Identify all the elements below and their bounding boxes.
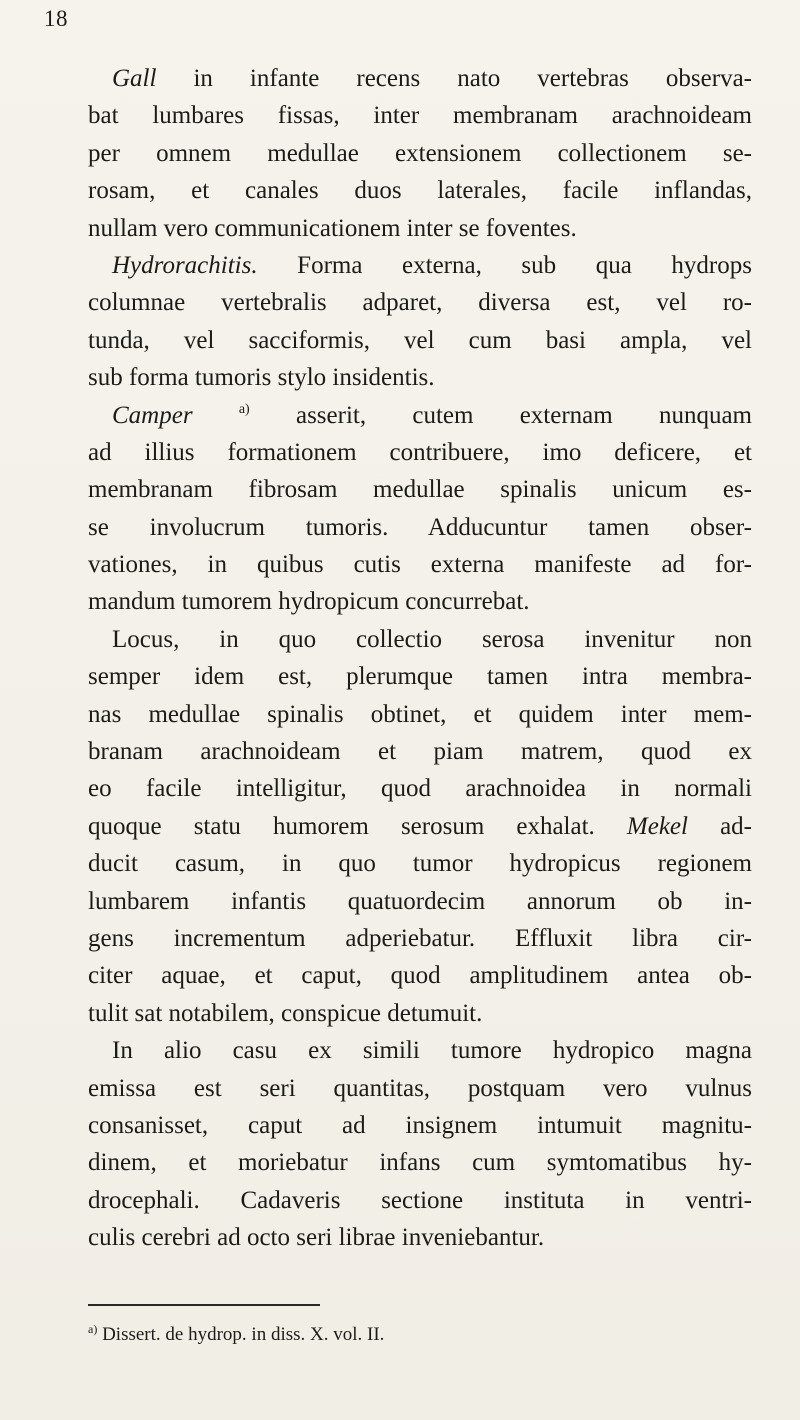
- text-run: ducit casum, in quo tumor hydropicus regionem: [88, 850, 752, 878]
- footnote-marker: a): [88, 1322, 98, 1336]
- text-run: bat lumbares fissas, inter membranam arachnoideam: [88, 102, 752, 130]
- text-run: [193, 402, 239, 429]
- text-line: [88, 621, 752, 658]
- text-run: rosam, et canales duos laterales, facile inflandas,: [88, 177, 752, 205]
- text-line: [88, 995, 752, 1032]
- text-line: [88, 583, 752, 620]
- text-line: [88, 1182, 752, 1219]
- italic-name: Mekel: [626, 812, 688, 840]
- footnote-reference: a): [238, 401, 250, 417]
- text-run: per omnem medullae extensionem collectionem se-: [88, 139, 752, 167]
- text-line: [88, 97, 752, 134]
- text-line: [88, 397, 752, 434]
- text-line: [88, 546, 752, 583]
- italic-name: Gall: [112, 65, 157, 92]
- text-run: in infante recens nato vertebras observa-: [156, 65, 752, 92]
- text-line: [88, 1219, 752, 1256]
- text-line: [88, 172, 752, 209]
- text-run: Locus, in quo collectio serosa invenitur non: [112, 625, 752, 653]
- text-run: nas medullae spinalis obtinet, et quidem inter mem-: [88, 700, 752, 728]
- text-line: [88, 359, 752, 396]
- text-run: eo facile intelligitur, quod arachnoidea in normali: [88, 775, 752, 803]
- text-run: dinem, et moriebatur infans cum symtomatibus hy-: [88, 1149, 752, 1177]
- text-line: [88, 957, 752, 994]
- text-run: vationes, in quibus cutis externa manifeste ad for-: [88, 551, 752, 579]
- body-text: [88, 60, 752, 1257]
- text-line: [88, 883, 752, 920]
- text-run: gens incrementum adperiebatur. Effluxit libra cir-: [88, 924, 752, 952]
- text-line: [88, 1032, 752, 1069]
- text-run: membranam fibrosam medullae spinalis unicum es-: [88, 476, 752, 504]
- text-run: consanisset, caput ad insignem intumuit magnitu-: [88, 1111, 752, 1139]
- text-line: [88, 322, 752, 359]
- text-run: branam arachnoideam et piam matrem, quod ex: [88, 738, 752, 766]
- text-run: tulit sat notabilem, conspicue detumuit.: [88, 999, 483, 1027]
- text-line: [88, 1070, 752, 1107]
- text-line: [88, 920, 752, 957]
- text-line: [88, 135, 752, 172]
- text-run: asserit, cutem externam nunquam: [249, 401, 753, 429]
- text-run: mandum tumorem hydropicum concurrebat.: [88, 588, 530, 616]
- text-line: [88, 1107, 752, 1144]
- footnote-divider: [88, 1304, 320, 1306]
- text-run: emissa est seri quantitas, postquam vero vulnus: [88, 1074, 752, 1102]
- text-line: [88, 845, 752, 882]
- text-line: [88, 60, 752, 97]
- text-run: lumbarem infantis quatuordecim annorum ob in-: [88, 887, 752, 915]
- text-run: drocephali. Cadaveris sectione instituta in ventri-: [88, 1186, 752, 1214]
- footnote: [88, 1324, 384, 1347]
- text-run: semper idem est, plerumque tamen intra membra-: [88, 663, 752, 691]
- text-line: [88, 247, 752, 284]
- text-line: [88, 434, 752, 471]
- page-number: 18: [44, 6, 68, 31]
- text-line: [88, 284, 752, 321]
- text-line: [88, 658, 752, 695]
- text-line: [88, 1144, 752, 1181]
- text-line: [88, 471, 752, 508]
- text-run: In alio casu ex simili tumore hydropico magna: [112, 1037, 752, 1065]
- text-run: nullam vero communicationem inter se foventes.: [88, 214, 577, 242]
- text-run: culis cerebri ad octo seri librae inveniebantur.: [88, 1224, 545, 1252]
- text-line: [88, 696, 752, 733]
- text-line: [88, 509, 752, 546]
- text-run: sub forma tumoris stylo insidentis.: [88, 364, 435, 392]
- text-run: citer aquae, et caput, quod amplitudinem antea ob-: [88, 962, 752, 990]
- text-run: columnae vertebralis adparet, diversa est, vel ro-: [88, 289, 752, 317]
- text-run: ad illius formationem contribuere, imo deficere, et: [88, 438, 752, 466]
- text-run: quoque statu humorem serosum exhalat.: [88, 812, 627, 840]
- text-run: tunda, vel sacciformis, vel cum basi ampla, vel: [88, 326, 752, 354]
- text-line: [88, 733, 752, 770]
- text-line: [88, 770, 752, 807]
- text-line: [88, 210, 752, 247]
- text-run: Forma externa, sub qua hydrops: [257, 251, 752, 279]
- text-run: se involucrum tumoris. Adducuntur tamen obser-: [88, 513, 752, 541]
- italic-name: Camper: [112, 401, 193, 429]
- footnote-text: Dissert. de hydrop. in diss. X. vol. II.: [97, 1324, 385, 1345]
- text-run: ad-: [687, 812, 752, 840]
- italic-name: Hydrorachitis.: [112, 251, 258, 279]
- text-line: [88, 808, 752, 845]
